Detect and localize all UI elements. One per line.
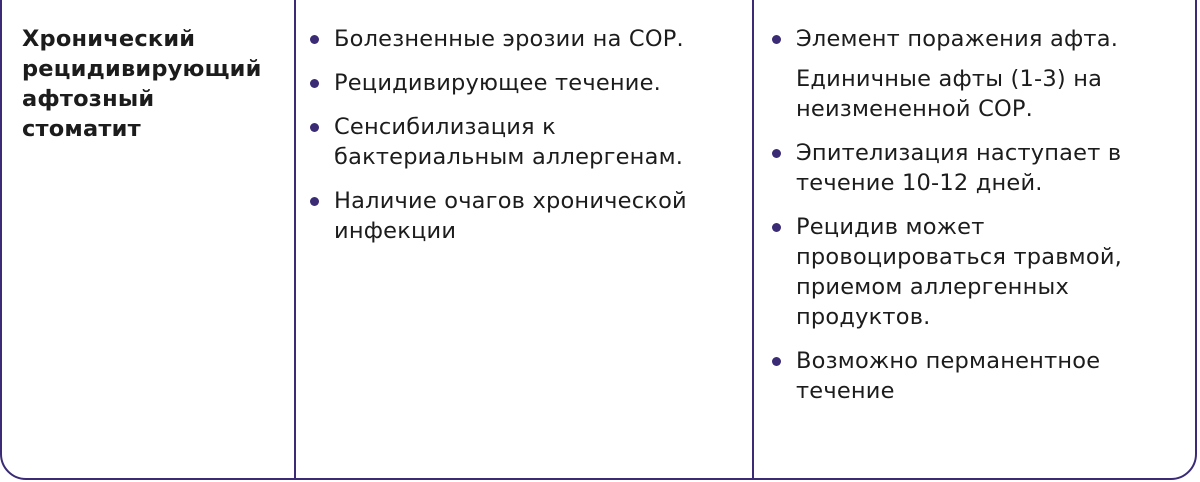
bullet-icon [772, 357, 781, 366]
list-item-text: Эпителизация наступает в [796, 140, 1122, 166]
clinic-list [770, 24, 1190, 420]
disease-name-line: стоматит [22, 116, 141, 142]
list-item [308, 112, 748, 172]
list-item [770, 24, 1190, 124]
column-divider [752, 0, 754, 480]
disease-name-cell [22, 24, 282, 144]
column-divider [294, 0, 296, 480]
list-item-text: Единичные афты (1-3) на [796, 66, 1103, 92]
bullet-icon [772, 35, 781, 44]
list-item-note [796, 64, 1190, 124]
etiology-list [308, 24, 748, 260]
bullet-icon [310, 123, 319, 132]
list-item-text: течение [796, 378, 895, 404]
list-item-text: продуктов. [796, 304, 931, 330]
list-item-text: Наличие очагов хронической [334, 188, 687, 214]
list-item-text: провоцироваться травмой, [796, 244, 1122, 270]
bullet-icon [310, 197, 319, 206]
list-item-text: Рецидив может [796, 214, 985, 240]
list-item-text: течение 10-12 дней. [796, 170, 1043, 196]
list-item-text: приемом аллергенных [796, 274, 1069, 300]
bullet-icon [310, 79, 319, 88]
list-item-text: Возможно перманентное [796, 348, 1101, 374]
bullet-icon [772, 149, 781, 158]
list-item-text: неизмененной СОР. [796, 96, 1034, 122]
list-item-text: Элемент поражения афта. [796, 26, 1119, 52]
list-item [308, 24, 748, 54]
list-item [770, 346, 1190, 406]
list-item [308, 186, 748, 246]
list-item-text: Сенсибилизация к [334, 114, 556, 140]
list-item-text: инфекции [334, 218, 457, 244]
list-item-text: бактериальным аллергенам. [334, 144, 684, 170]
list-item [308, 68, 748, 98]
disease-name-line: рецидивирующий [22, 56, 262, 82]
list-item-text: Рецидивирующее течение. [334, 70, 661, 96]
list-item-text: Болезненные эрозии на СОР. [334, 26, 684, 52]
list-item [770, 138, 1190, 198]
list-item [770, 212, 1190, 332]
bullet-icon [772, 223, 781, 232]
bullet-icon [310, 35, 319, 44]
disease-name-line: афтозный [22, 86, 155, 112]
disease-name-line: Хронический [22, 26, 196, 52]
